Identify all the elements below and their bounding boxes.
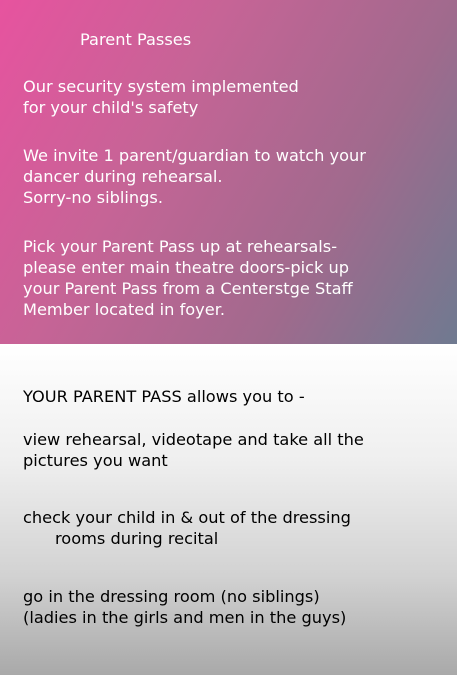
item3-line-1: go in the dressing room (no siblings) — [23, 587, 320, 606]
page-title — [80, 29, 191, 50]
security-line-2: for your child's safety — [23, 98, 199, 117]
allow-item-check-in — [23, 507, 351, 549]
pickup-paragraph — [23, 236, 353, 320]
item1-line-2: pictures you want — [23, 451, 168, 470]
item2-line-1: check your child in & out of the dressing — [23, 508, 351, 527]
invite-line-1: We invite 1 parent/guardian to watch your — [23, 146, 366, 165]
invite-paragraph — [23, 145, 366, 208]
security-paragraph — [23, 76, 299, 118]
invite-line-3: Sorry-no siblings. — [23, 188, 163, 207]
item2-line-2: rooms during recital — [55, 529, 219, 548]
allows-heading — [23, 386, 305, 407]
pickup-line-4: Member located in foyer. — [23, 300, 226, 319]
item3-line-2: (ladies in the girls and men in the guys) — [23, 608, 347, 627]
security-line-1: Our security system implemented — [23, 77, 299, 96]
invite-line-2: dancer during rehearsal. — [23, 167, 223, 186]
pickup-line-3: your Parent Pass from a Centerstge Staff — [23, 279, 353, 298]
allow-item-view-rehearsal — [23, 429, 364, 471]
allow-item-dressing-room — [23, 586, 346, 628]
title-text: Parent Passes — [80, 30, 192, 49]
pickup-line-1: Pick your Parent Pass up at rehearsals- — [23, 237, 338, 256]
pickup-line-2: please enter main theatre doors-pick up — [23, 258, 350, 277]
item1-line-1: view rehearsal, videotape and take all the — [23, 430, 364, 449]
allows-heading-text: YOUR PARENT PASS allows you to - — [23, 387, 305, 406]
